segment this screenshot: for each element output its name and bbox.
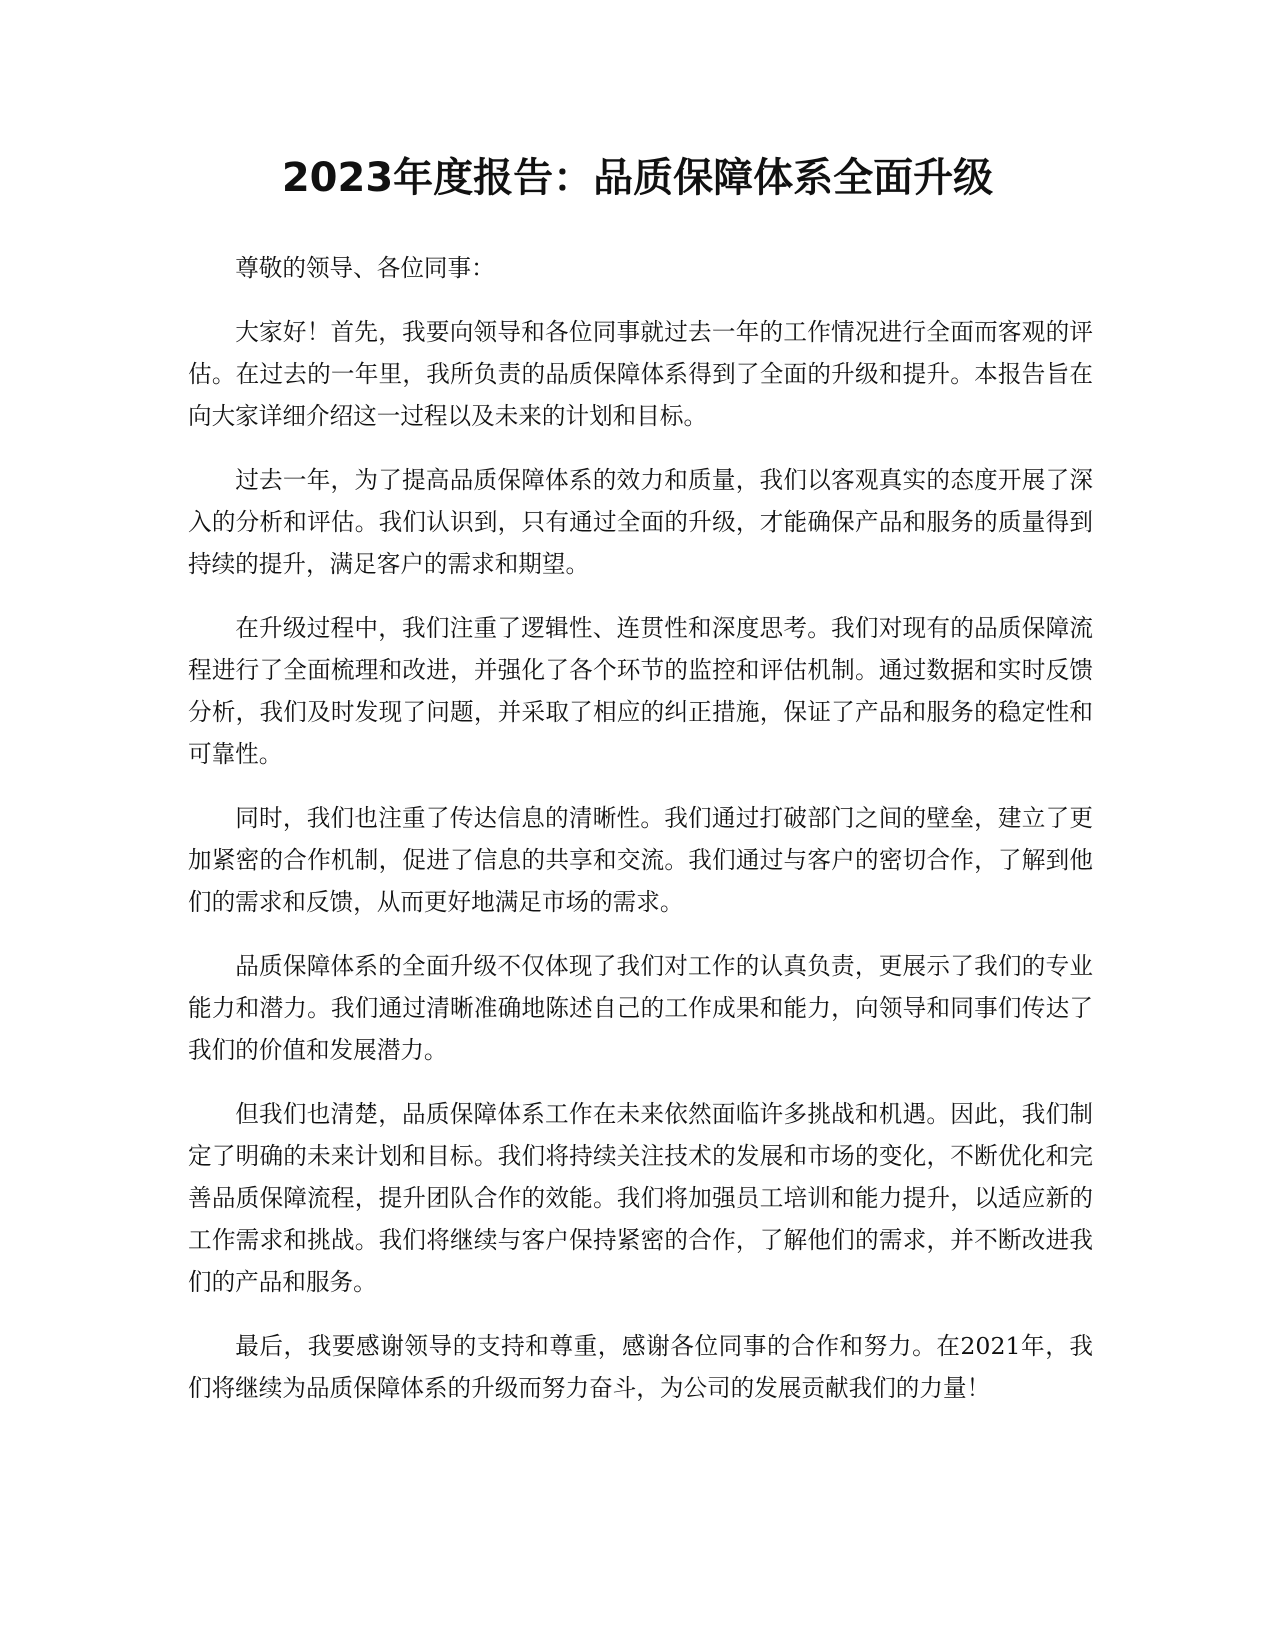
paragraph-4: 同时，我们也注重了传达信息的清晰性。我们通过打破部门之间的壁垒，建立了更加紧密的合作机制，促进了信息的共享和交流。我们通过与客户的密切合作，了解到他们的需求和反馈，从而更好地满足市场的需求。 bbox=[188, 804, 1093, 916]
document-body bbox=[188, 247, 1093, 1431]
paragraph-7: 最后，我要感谢领导的支持和尊重，感谢各位同事的合作和努力。在2021年，我们将继续为品质保障体系的升级而努力奋斗，为公司的发展贡献我们的力量！ bbox=[188, 1332, 1093, 1402]
salutation: 尊敬的领导、各位同事： bbox=[235, 254, 495, 282]
document-title: 2023年度报告：品质保障体系全面升级 bbox=[281, 155, 994, 201]
paragraph-3: 在升级过程中，我们注重了逻辑性、连贯性和深度思考。我们对现有的品质保障流程进行了全面梳理和改进，并强化了各个环节的监控和评估机制。通过数据和实时反馈分析，我们及时发现了问题，并采取了相应的纠正措施，保证了产品和服务的稳定性和可靠性。 bbox=[188, 614, 1093, 768]
paragraph-5: 品质保障体系的全面升级不仅体现了我们对工作的认真负责，更展示了我们的专业能力和潜力。我们通过清晰准确地陈述自己的工作成果和能力，向领导和同事们传达了我们的价值和发展潜力。 bbox=[188, 952, 1093, 1064]
paragraph-1: 大家好！首先，我要向领导和各位同事就过去一年的工作情况进行全面而客观的评估。在过去的一年里，我所负责的品质保障体系得到了全面的升级和提升。本报告旨在向大家详细介绍这一过程以及未来的计划和目标。 bbox=[188, 318, 1093, 430]
paragraph-6: 但我们也清楚，品质保障体系工作在未来依然面临许多挑战和机遇。因此，我们制定了明确的未来计划和目标。我们将持续关注技术的发展和市场的变化，不断优化和完善品质保障流程，提升团队合作的效能。我们将加强员工培训和能力提升，以适应新的工作需求和挑战。我们将继续与客户保持紧密的合作，了解他们的需求，并不断改进我们的产品和服务。 bbox=[188, 1100, 1093, 1296]
paragraph-2: 过去一年，为了提高品质保障体系的效力和质量，我们以客观真实的态度开展了深入的分析和评估。我们认识到，只有通过全面的升级，才能确保产品和服务的质量得到持续的提升，满足客户的需求和期望。 bbox=[188, 466, 1093, 578]
